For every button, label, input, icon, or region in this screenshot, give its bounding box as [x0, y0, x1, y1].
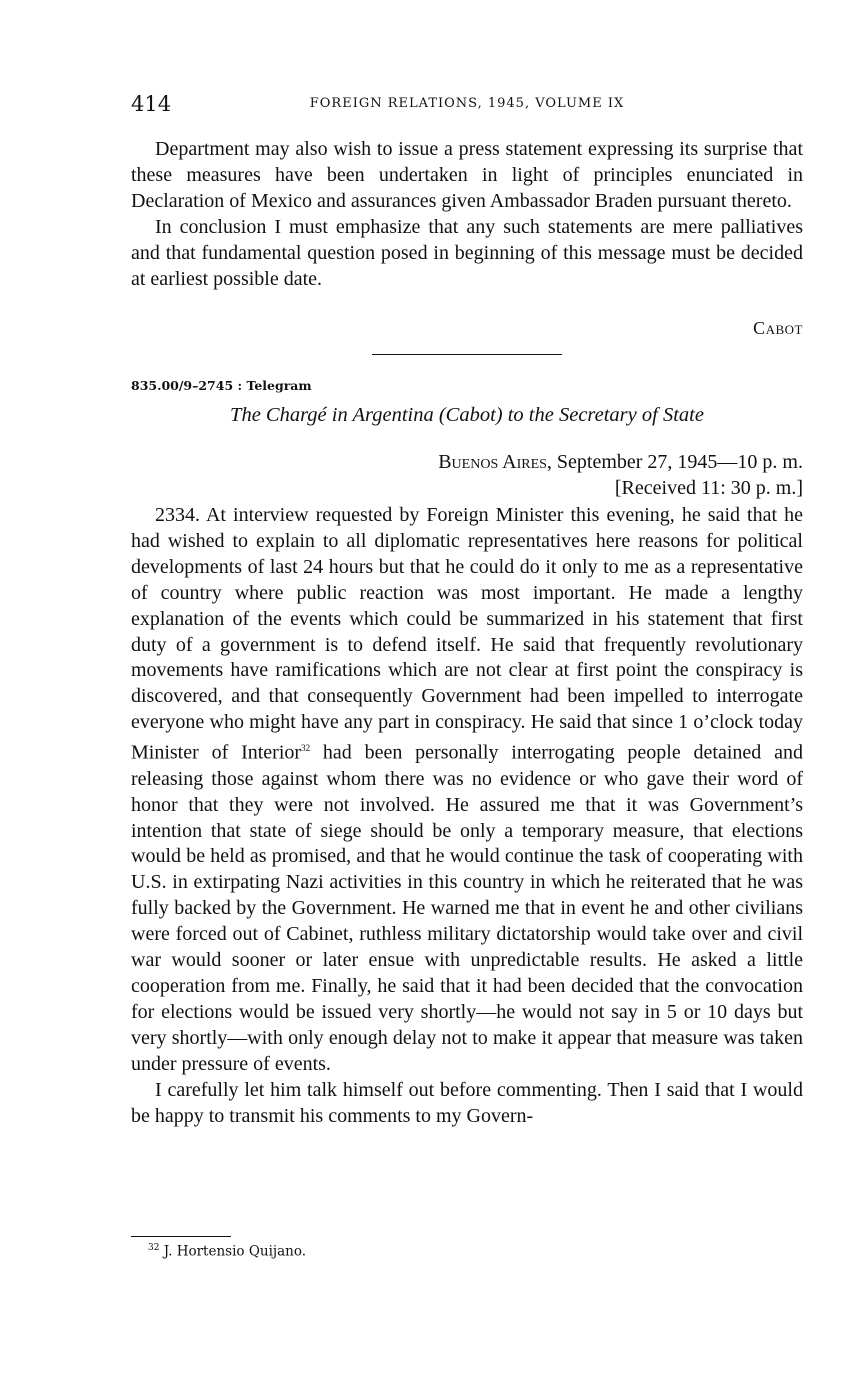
footnote-divider	[131, 1236, 231, 1237]
paragraph: I carefully let him talk himself out before commenting. Then I said that I would be happy to transmit his comments to my Govern-	[131, 1078, 803, 1127]
date-line	[438, 449, 803, 475]
section-divider	[372, 354, 562, 355]
paragraph	[131, 503, 803, 1078]
received-line: [Received 11: 30 p. m.]	[614, 477, 803, 499]
place-name: Buenos Aires	[438, 451, 547, 473]
page-header	[131, 92, 803, 120]
paragraph-text: 2334. At interview requested by Foreign Minister this evening, he said that he had wished to explain to all diplomatic representatives here reasons for political developments of last 24 hours but that he could do it only to me as a representative of country where public reaction was most important. He made a lengthy explanation of the events which could be summarized in his statement that first duty of a government is to defend itself. He said that frequently revolutionary movements have ramifications which are not clear at first point the conspiracy is discovered, and that consequently Government had been impelled to interrogate everyone who might have any part in conspiracy. He said that since 1 o’clock today Minister of Interior	[131, 504, 803, 764]
footnote-text: J. Hortensio Quijano.	[163, 1243, 307, 1260]
running-title: FOREIGN RELATIONS, 1945, VOLUME IX	[309, 96, 625, 111]
footnote	[148, 1243, 306, 1260]
page-number: 414	[131, 92, 172, 116]
paragraph: Department may also wish to issue a press statement expressing its surprise that these measures have been undertaken in light of principles enunciated in Declaration of Mexico and assurances given Ambassador Braden pursuant thereto.	[131, 138, 803, 212]
date-text: , September 27, 1945—10 p. m.	[546, 451, 803, 473]
dateline	[438, 449, 803, 501]
footnote-reference: 32	[301, 743, 311, 754]
footnote-marker: 32	[148, 1243, 160, 1253]
telegram-body	[131, 503, 803, 1129]
previous-document-body	[131, 137, 803, 292]
file-reference: 835.00/9–2745 : Telegram	[131, 378, 312, 393]
document-title: The Chargé in Argentina (Cabot) to the Secretary of State	[230, 404, 704, 426]
paragraph-text: had been personally interrogating people detained and releasing those against whom there was no evidence or who gave their word of honor that they were not involved. He assured me that it was Government’s intention that state of siege should be only a temporary measure, that elections would be held as promised, and that he would continue the task of cooperating with U.S. in extirpating Nazi activities in this country in which he reiterated that he was fully backed by the Government. He warned me that in event he and other civilians were forced out of Cabinet, ruthless military dictatorship would take over and civil war would sooner or later ensue with unpredictable results. He asked a little cooperation from me. Finally, he said that it had been decided that the convocation for elections would be issued very shortly—he would not say in 5 or 10 days but very shortly—with only enough delay not to make it appear that measure was taken under pressure of events.	[131, 741, 803, 1075]
signature: Cabot	[753, 318, 803, 338]
paragraph: In conclusion I must emphasize that any such statements are mere palliatives and that fundamental question posed in beginning of this message must be decided at earliest possible date.	[131, 215, 803, 290]
